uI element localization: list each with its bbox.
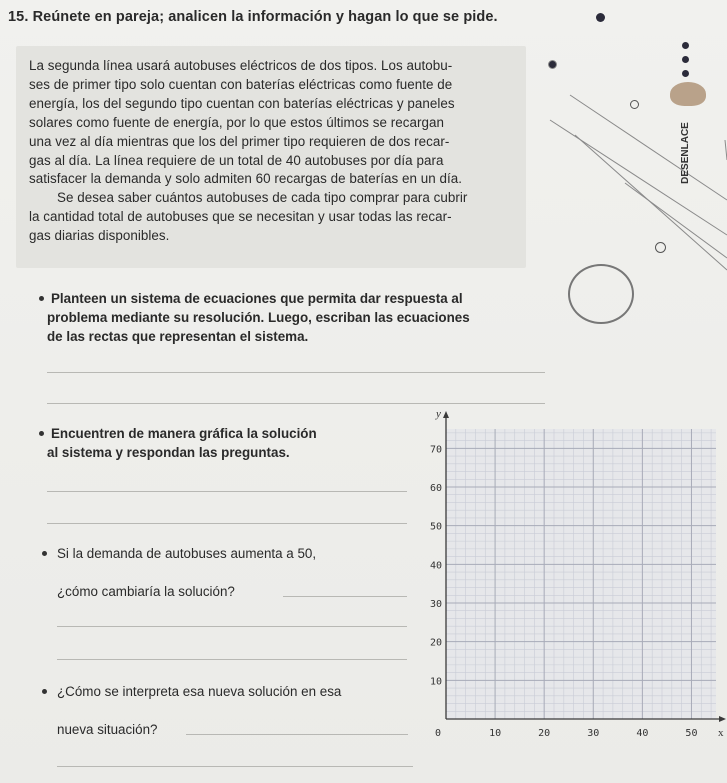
- answer-line[interactable]: [283, 596, 407, 597]
- y-axis-label: y: [436, 408, 441, 420]
- y-tick-label: 30: [429, 599, 442, 610]
- y-tick-label: 50: [429, 521, 442, 533]
- paragraph-line: La segunda línea usará autobuses eléctricos de dos tipos. Los autobu-: [29, 58, 453, 73]
- paragraph-line: satisfacer la demanda y solo admiten 60 recargas de baterías en un día.: [29, 171, 463, 187]
- answer-line[interactable]: [186, 734, 408, 735]
- character-icon: [670, 82, 706, 106]
- x-tick-label: 40: [636, 728, 649, 739]
- answer-line[interactable]: [47, 372, 545, 373]
- task-line: Si la demanda de autobuses aumenta a 50,: [57, 546, 317, 561]
- decorative-lines: [530, 0, 727, 300]
- bullet-icon: [42, 551, 47, 556]
- y-tick-label: 70: [429, 444, 442, 456]
- paragraph-line: gas al día. La línea requiere de un total de 40 autobuses por día para: [29, 152, 444, 168]
- paragraph-line: gas diarias disponibles.: [29, 227, 170, 243]
- dot-icon: [596, 13, 605, 22]
- task-line: nueva situación?: [57, 722, 158, 737]
- paragraph-line: Se desea saber cuántos autobuses de cada tipo comprar para cubrir: [57, 190, 468, 205]
- paragraph-line: ses de primer tipo solo cuentan con baterías eléctricas como fuente de: [29, 76, 453, 92]
- task-line: problema mediante su resolución. Luego, escriban las ecuaciones: [47, 310, 470, 325]
- answer-line[interactable]: [47, 523, 407, 524]
- y-tick-label: 40: [429, 560, 442, 572]
- answer-line[interactable]: [57, 626, 407, 627]
- x-tick-label: 50: [685, 728, 698, 739]
- x-tick-label: 0: [434, 728, 442, 739]
- dot-icon: [682, 56, 689, 63]
- task-line: al sistema y respondan las preguntas.: [47, 445, 290, 460]
- ring-icon: [655, 242, 666, 253]
- exercise-title: 15. Reúnete en pareja; analicen la información y hagan lo que se pide.: [8, 9, 498, 25]
- task-line: Planteen un sistema de ecuaciones que permita dar respuesta al: [51, 291, 463, 306]
- task-line: Encuentren de manera gráfica la solución: [51, 426, 317, 441]
- problem-paragraph: [29, 57, 519, 189]
- task-item: [57, 682, 417, 701]
- x-axis-label: x: [718, 727, 724, 739]
- answer-line[interactable]: [47, 403, 545, 404]
- task-item: [47, 289, 527, 346]
- x-tick-label: 30: [587, 728, 600, 739]
- coordinate-grid[interactable]: [410, 408, 724, 777]
- y-tick-label: 20: [429, 637, 442, 649]
- paragraph-line: una vez al día mientras que los del primer tipo requieren de dos recar-: [29, 133, 450, 149]
- bullet-icon: [39, 296, 44, 301]
- paragraph-line: energía, los del segundo tipo cuentan con baterías eléctricas y paneles: [29, 95, 455, 111]
- side-label-text: DESENLACE: [680, 122, 691, 184]
- question-paragraph: [29, 189, 519, 246]
- task-item-continued: [57, 582, 407, 601]
- x-axis-arrow-icon: [719, 716, 726, 722]
- ring-icon: [630, 100, 639, 109]
- ring-icon: [568, 264, 634, 324]
- y-tick-label: 60: [429, 483, 442, 494]
- grid-background: [446, 429, 716, 719]
- task-item: [47, 424, 407, 462]
- paragraph-line: la cantidad total de autobuses que se necesitan y usar todas las recar-: [29, 208, 452, 224]
- task-line: ¿cómo cambiaría la solución?: [57, 584, 235, 599]
- dot-icon: [682, 70, 689, 77]
- x-tick-label: 20: [538, 728, 551, 739]
- y-axis-arrow-icon: [443, 411, 449, 418]
- problem-box: [16, 46, 526, 268]
- x-tick-label: 10: [489, 728, 502, 739]
- dot-icon: [682, 42, 689, 49]
- side-label: [680, 108, 696, 198]
- answer-line[interactable]: [57, 766, 413, 767]
- paragraph-line: solares como fuente de energía, por lo que estos últimos se recargan: [29, 114, 445, 130]
- task-item-continued: [57, 720, 407, 739]
- task-line: de las rectas que representan el sistema.: [47, 329, 309, 344]
- bullet-icon: [39, 431, 44, 436]
- task-item: [57, 544, 407, 563]
- y-tick-label: 10: [429, 676, 442, 688]
- answer-line[interactable]: [57, 659, 407, 660]
- dot-icon: [548, 60, 557, 69]
- task-line: ¿Cómo se interpreta esa nueva solución en esa: [57, 684, 342, 699]
- answer-line[interactable]: [47, 491, 407, 492]
- bullet-icon: [42, 689, 47, 694]
